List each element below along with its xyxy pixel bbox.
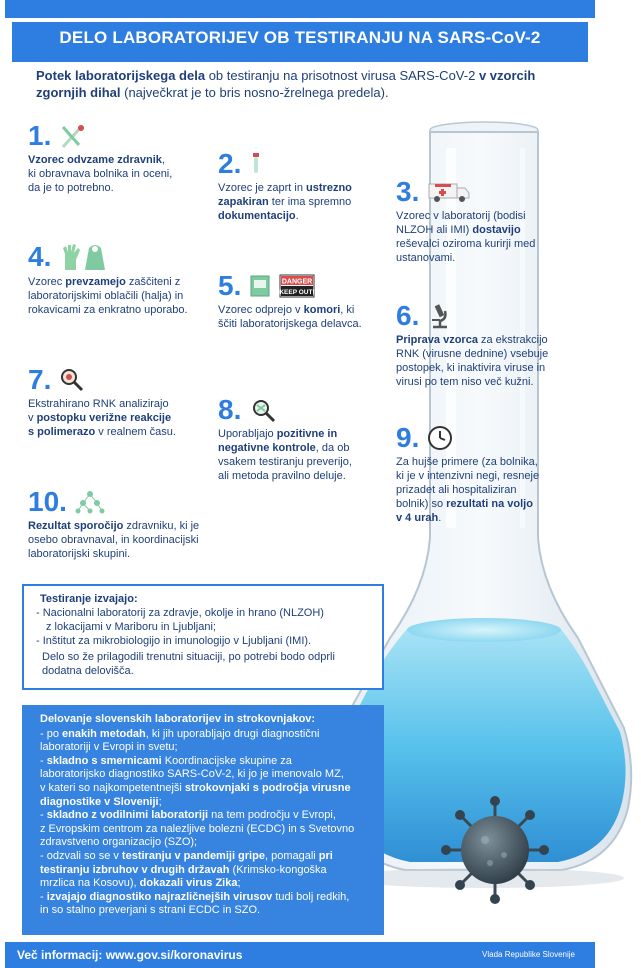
lab-line: diagnostike v Sloveniji; xyxy=(40,795,162,808)
lab-line: v kateri so najkompetentnejši strokovnjaki s področja virusne xyxy=(40,781,351,794)
intro-text-1: ob testiranju na prisotnost virusa SARS-CoV-2 xyxy=(205,68,479,83)
ambulance-icon xyxy=(427,180,471,204)
step-bold-text: dokumentacijo xyxy=(218,210,296,222)
step-7-text: Ekstrahirano RNK analizirajo v postopku verižne reakcije s polimerazo v realnem času. xyxy=(28,398,176,438)
keep-out-label: KEEP OUT! xyxy=(279,289,315,296)
testing-note: dodatna delovišča. xyxy=(42,665,134,677)
step-bold-text: zapakiran xyxy=(218,196,269,208)
step-2-text: Vzorec je zaprt in ustrezno zapakiran ter ima spremno dokumentacijo. xyxy=(218,182,352,222)
network-icon xyxy=(75,490,105,514)
step-number: 1. xyxy=(28,120,52,151)
intro-text xyxy=(36,67,576,101)
swab-icon xyxy=(59,123,87,149)
clock-icon xyxy=(427,425,453,451)
virus-icon xyxy=(440,795,550,905)
step-number: 7. xyxy=(28,364,52,395)
step-9-text: Za hujše primere (za bolnika, ki je v intenzivni negi, resneje prizadet ali hospitaliziran bolnik) so rezultati na voljo v 4 urah. xyxy=(396,456,540,524)
footer-org: Vlada Republike Slovenije xyxy=(482,950,575,959)
testing-title: Testiranje izvajajo: xyxy=(40,593,138,605)
step-8-text: Uporabljajo pozitivne in negativne kontrole, da ob vsakem testiranju preverijo, ali metoda pravilno deluje. xyxy=(218,428,352,482)
lab-line: zdravstveno organizacijo (SZO); xyxy=(40,836,198,849)
step-bold-text: Vzorec odvzame zdravnik xyxy=(28,154,162,166)
step-number: 4. xyxy=(28,241,52,272)
header-band xyxy=(5,0,595,18)
step-bold-text: ustrezno xyxy=(306,182,352,194)
step-10-text: Rezultat sporočijo zdravniku, ki je osebo obravnaval, in koordinacijski laboratorijski skupini. xyxy=(28,520,200,560)
footer xyxy=(5,942,595,968)
step-bold-text: s polimerazo xyxy=(28,426,96,438)
intro-bold-2: v vzorcih zgornjih dihal xyxy=(36,68,536,100)
step-4-text: Vzorec prevzamejo zaščiteni z laboratorijskimi oblačili (halja) in rokavicami za enkratno uporabo. xyxy=(28,276,188,316)
step-7 xyxy=(28,366,218,439)
step-bold-text: komori xyxy=(303,304,341,316)
step-bold-text: Priprava vzorca xyxy=(396,334,478,346)
microscope-icon xyxy=(427,303,451,329)
page-title: DELO LABORATORIJEV OB TESTIRANJU NA SARS-CoV-2 xyxy=(59,28,541,47)
step-bold-text: v 4 urah xyxy=(396,512,439,524)
lab-line: - po enakih metodah, ki jih uporabljajo drugi diagnostični xyxy=(40,727,320,740)
danger-sign-icon xyxy=(279,274,315,298)
lab-line: testiranju izbruhov v drugih državah (Krimsko-kongoška xyxy=(40,863,327,876)
lab-box xyxy=(22,705,384,935)
testing-item: - Nacionalni laboratorij za zdravje, okolje in hrano (NLZOH) xyxy=(36,607,324,619)
step-number: 10. xyxy=(28,486,67,517)
step-4 xyxy=(28,242,218,317)
testing-item: z lokacijami v Mariboru in Ljubljani; xyxy=(46,621,216,633)
step-1 xyxy=(28,122,218,195)
step-bold-text: Rezultat sporočijo xyxy=(28,520,124,532)
step-number: 3. xyxy=(396,176,420,207)
step-9 xyxy=(396,424,566,525)
test-tube-icon xyxy=(249,151,263,177)
testing-box xyxy=(22,584,384,690)
step-number: 2. xyxy=(218,148,242,179)
lab-line: - odzvali so se v testiranju v pandemiji gripe, pomagali pri xyxy=(40,849,333,862)
lab-line: - skladno s smernicami Koordinacijske skupine za xyxy=(40,754,292,767)
lab-lines xyxy=(40,728,374,918)
lab-line: laboratorijsko diagnostiko SARS-CoV-2, ki jo je imenovalo MZ, xyxy=(40,768,344,781)
testing-note: Delo so že prilagodili trenutni situaciji, po potrebi bodo odprli xyxy=(42,651,335,663)
lab-title: Delovanje slovenskih laboratorijev in strokovnjakov: xyxy=(40,713,316,725)
step-number: 9. xyxy=(396,422,420,453)
lab-line: - skladno z vodilnimi laboratoriji na tem področju v Evropi, xyxy=(40,809,336,822)
step-3 xyxy=(396,178,566,265)
step-5-text: Vzorec odprejo v komori, ki ščiti laboratorijskega delavca. xyxy=(218,304,362,330)
step-1-text: Vzorec odvzame zdravnik, ki obravnava bolnika in oceni, da je to potrebno. xyxy=(28,154,173,194)
step-bold-text: negativne kontrole xyxy=(218,442,316,454)
lab-line: mrzlica na Kosovu), dokazali virus Zika; xyxy=(40,877,241,890)
danger-label: DANGER xyxy=(282,278,313,286)
step-10 xyxy=(28,488,228,561)
testing-item: - Inštitut za mikrobiologijo in imunologijo v Ljubljani (IMI). xyxy=(36,635,312,647)
intro-text-2: (največkrat je to bris nosno-žrelnega predela). xyxy=(120,85,389,100)
step-bold-text: rezultati na voljo xyxy=(446,498,533,510)
lab-line: in so stalno preverjani s strani ECDC in SZO. xyxy=(40,904,261,917)
step-number: 6. xyxy=(396,300,420,331)
step-6 xyxy=(396,302,566,389)
step-8 xyxy=(218,396,388,483)
step-number: 8. xyxy=(218,394,242,425)
lab-line: laboratoriji v Evropi in svetu; xyxy=(40,741,178,754)
intro-bold-1: Potek laboratorijskega dela xyxy=(36,68,206,83)
step-2 xyxy=(218,150,388,223)
safety-cabinet-icon xyxy=(249,274,271,298)
footer-link[interactable]: Več informacij: www.gov.si/koronavirus xyxy=(17,948,243,962)
step-6-text: Priprava vzorca za ekstrakcijo RNK (virusne dednine) vsebuje postopek, ki inaktivira viruse in virusi po tem niso več kužni. xyxy=(396,334,549,388)
step-5 xyxy=(218,272,388,331)
step-number: 5. xyxy=(218,270,242,301)
step-bold-text: prevzamejo xyxy=(65,276,126,288)
step-bold-text: pozitivne in xyxy=(276,428,338,440)
lab-line: z Evropskim centrom za nalezljive bolezni (ECDC) in s Svetovno xyxy=(40,822,355,835)
step-bold-text: postopku verižne reakcije xyxy=(36,412,172,424)
step-3-text: Vzorec v laboratorij (bodisi NLZOH ali IMI) dostavijo reševalci oziroma kurirji med ustanovami. xyxy=(396,210,536,264)
protective-gear-icon xyxy=(59,242,109,272)
lab-line: - izvajajo diagnostiko najrazličnejših virusov tudi bolj redkih, xyxy=(40,890,350,903)
analysis-icon xyxy=(249,397,277,423)
step-bold-text: dostavijo xyxy=(472,224,521,236)
magnifier-icon xyxy=(59,367,85,393)
